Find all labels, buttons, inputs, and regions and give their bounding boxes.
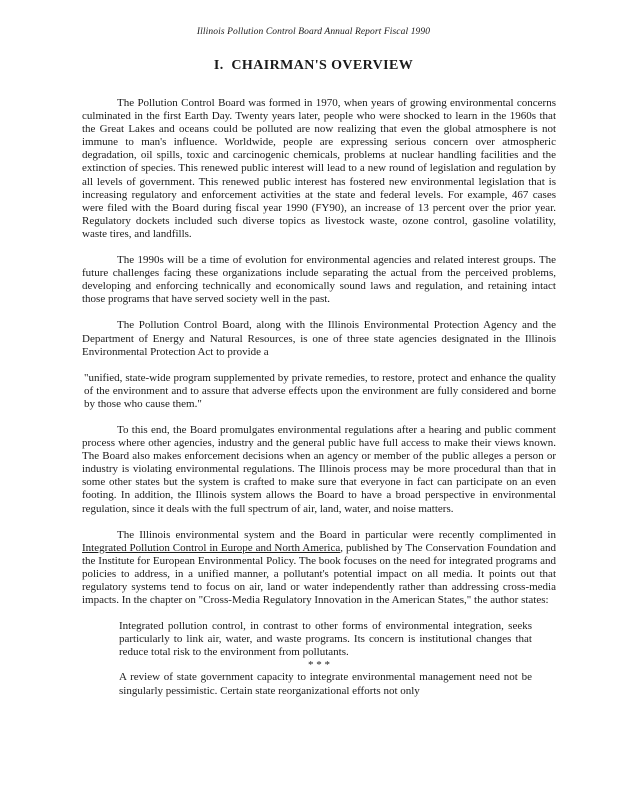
chapter-number: I.	[213, 58, 224, 73]
section-break-stars: * * *	[308, 659, 330, 672]
block-quote-act: "unified, state-wide program supplemented by private remedies, to restore, protect and enhance the quality of the environment and to assure that adverse effects upon the environment are fully considered and borne by those who cause them."	[84, 371, 556, 410]
block-quote-state-review: A review of state government capacity to integrate environmental management need not be singularly pessimistic. Certain state reorganizational efforts not only	[119, 671, 532, 697]
paragraph-state-agencies: The Pollution Control Board, along with the Illinois Environmental Protection Agency and the Department of Energy and Natural Resources, is one of three state agencies designated in the Illinois Environmental Protection Act to provide a	[82, 319, 556, 358]
p5-lead-text: The Illinois environmental system and the Board in particular were recently complimented in	[117, 528, 556, 541]
paragraph-board-process: To this end, the Board promulgates environmental regulations after a hearing and public comment process where other agencies, industry and the general public have full access to make their views known. The Board also makes enforcement decisions when an agency or member of the public alleges a person or industry is violating environmental regulations. The Illinois process may be more procedural than that in some other states but the system is crafted to make sure that everyone in fact can participate on an even footing. In addition, the Illinois system allows the Board to have a broad perspective in environmental regulation, since it deals with the full spectrum of air, land, water, and noise matters.	[82, 423, 556, 515]
chapter-title	[0, 58, 627, 74]
running-header: Illinois Pollution Control Board Annual Report Fiscal 1990	[196, 27, 431, 37]
body-text	[82, 97, 556, 698]
chapter-heading: CHAIRMAN'S OVERVIEW	[231, 58, 414, 73]
paragraph-board-formation: The Pollution Control Board was formed in 1970, when years of growing environmental concerns culminated in the first Earth Day. Twenty years later, people who were shocked to learn in the 1960s that the Great Lakes and oceans could be polluted are now realizing that even the global atmosphere is not immune to man's influence. Worldwide, people are expressing serious concern over atmospheric degradation, oil spills, toxic and carcinogenic chemicals, problems at nuclear handling facilities and the extinction of species. This renewed public interest will lead to a new round of legislation and regulation by all levels of government. This renewed public interest has fostered new environmental legislation that is increasing regulatory and enforcement activities at the state and federal levels. For example, 467 cases were filed with the Board during fiscal year 1990 (FY90), an increase of 13 percent over the prior year. Regulatory dockets included such diverse topics as livestock waste, ozone control, gasoline volatility, waste tires, and landfills.	[82, 97, 556, 240]
paragraph-integrated-pollution	[82, 529, 556, 608]
book-title: Integrated Pollution Control in Europe and North America	[82, 541, 341, 554]
paragraph-1990s-evolution: The 1990s will be a time of evolution for environmental agencies and related interest groups. The future challenges facing these organizations include separating the actual from the perceived problems, developing and enforcing technically and economically sound laws and regulation, and retaining intact those programs that have served society well in the past.	[82, 254, 556, 306]
p5-rest-text: , published by The Conservation Foundation and the Institute for European Environmental Policy. The book focuses on the need for integrated programs and policies to address, in a unified manner, a pollutant's potential impact on all media. It points out that regulatory systems tend to focus on air, land or water independently rather than addressing cross-media impacts. In the chapter on "Cross-Media Regulatory Innovation in the American States," the author states:	[82, 541, 556, 607]
block-quote-integration: Integrated pollution control, in contrast to other forms of environmental integration, seeks particularly to link air, water, and waste programs. Its concern is institutional changes that reduce total risk to the environment from pollutants.	[119, 620, 532, 659]
